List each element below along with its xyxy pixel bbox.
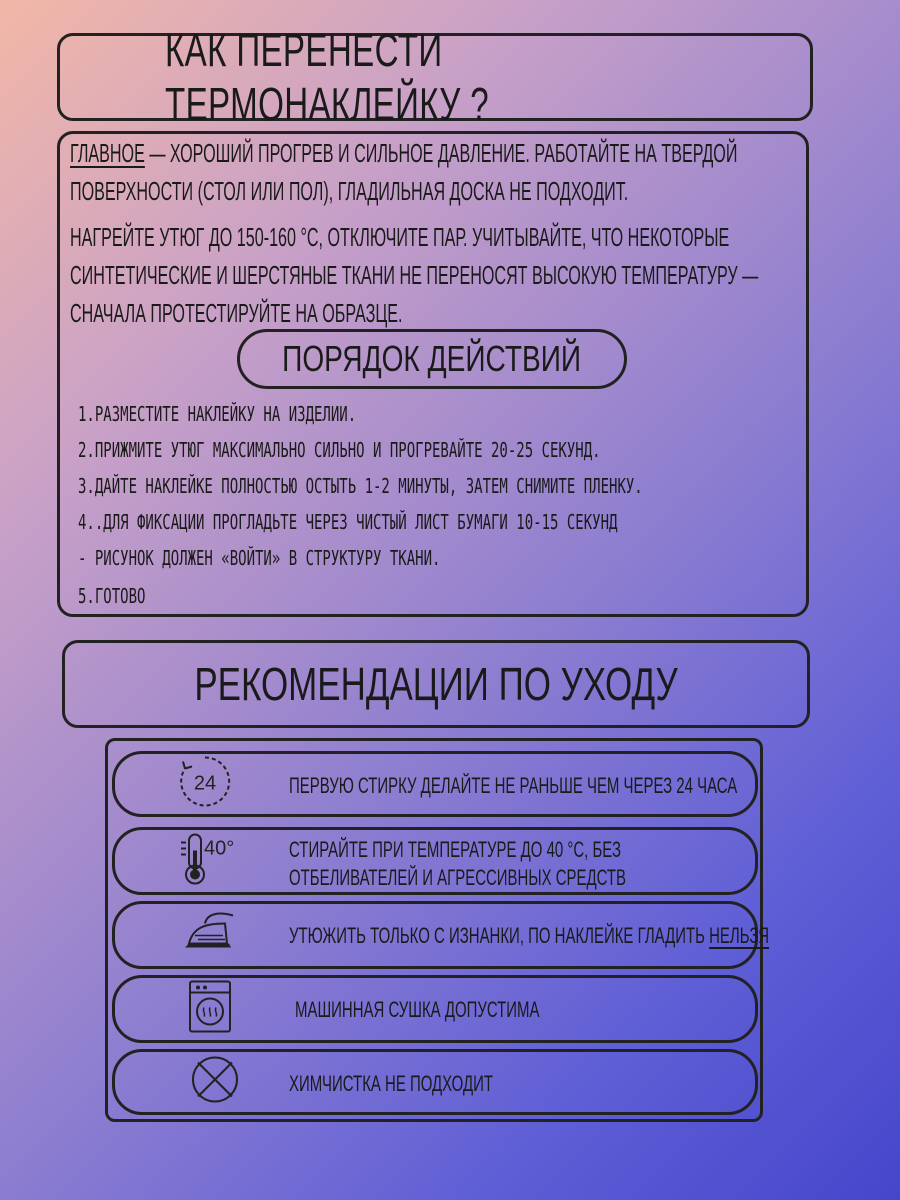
care-title-panel: [62, 640, 810, 728]
main-word: ГЛАВНОЕ: [70, 138, 145, 168]
thermometer-icon: [177, 829, 249, 894]
care-title: РЕКОМЕНДАЦИИ ПО УХОДУ: [194, 658, 678, 710]
24-hours-icon: [175, 752, 235, 817]
step-3: 3.ДАЙТЕ НАКЛЕЙКЕ ПОЛНОСТЬЮ ОСТЫТЬ 1-2 МИНУТЫ, ЗАТЕМ СНИМИТЕ ПЛЕНКУ.: [78, 474, 643, 498]
order-title: ПОРЯДОК ДЕЙСТВИЙ: [237, 329, 627, 389]
care-item-wash-temp: [112, 827, 758, 895]
intro-line-1: ГЛАВНОЕ — ХОРОШИЙ ПРОГРЕВ И СИЛЬНОЕ ДАВЛЕНИЕ. РАБОТАЙТЕ НА ТВЕРДОЙ: [70, 138, 738, 168]
iron-icon: [175, 908, 245, 963]
care-item-dry-cleaning: [112, 1049, 758, 1115]
care-panel: [105, 738, 770, 1122]
care-text-first-wash: ПЕРВУЮ СТИРКУ ДЕЛАЙТЕ НЕ РАНЬШЕ ЧЕМ ЧЕРЕЗ 24 ЧАСА: [289, 773, 738, 798]
step-2: 2.ПРИЖМИТЕ УТЮГ МАКСИМАЛЬНО СИЛЬНО И ПРОГРЕВАЙТЕ 20-25 СЕКУНД.: [78, 438, 601, 462]
washing-machine-icon: [187, 979, 233, 1040]
care-item-first-wash: [112, 751, 758, 817]
no-dry-cleaning-icon: [189, 1054, 241, 1111]
care-text-drying: МАШИННАЯ СУШКА ДОПУСТИМА: [295, 997, 540, 1022]
intro-line-5: СНАЧАЛА ПРОТЕСТИРУЙТЕ НА ОБРАЗЦЕ.: [70, 298, 403, 328]
instructions-panel: [57, 131, 809, 617]
intro-line-4: СИНТЕТИЧЕСКИЕ И ШЕРСТЯНЫЕ ТКАНИ НЕ ПЕРЕНОСЯТ ВЫСОКУЮ ТЕМПЕРАТУРУ —: [70, 260, 759, 290]
care-text-wash-temp: СТИРАЙТЕ ПРИ ТЕМПЕРАТУРЕ ДО 40 °С, БЕЗ ОТБЕЛИВАТЕЛЕЙ И АГРЕССИВНЫХ СРЕДСТВ: [289, 837, 627, 890]
page-title: КАК ПЕРЕНЕСТИ ТЕРМОНАКЛЕЙКУ ?: [165, 24, 490, 130]
ironing-emphasis: НЕЛЬЗЯ: [709, 923, 770, 948]
title-panel: [57, 24, 813, 130]
step-4-continued: - РИСУНОК ДОЛЖЕН «ВОЙТИ» В СТРУКТУРУ ТКАНИ.: [78, 546, 441, 570]
step-5: 5.ГОТОВО: [78, 584, 146, 608]
svg-text:40°: 40°: [204, 837, 235, 860]
step-4: 4..ДЛЯ ФИКСАЦИИ ПРОГЛАДЬТЕ ЧЕРЕЗ ЧИСТЫЙ ЛИСТ БУМАГИ 10-15 СЕКУНД: [78, 510, 618, 534]
care-text-ironing: УТЮЖИТЬ ТОЛЬКО С ИЗНАНКИ, ПО НАКЛЕЙКЕ ГЛАДИТЬ НЕЛЬЗЯ: [289, 923, 770, 948]
intro-line-2: ПОВЕРХНОСТИ (СТОЛ ИЛИ ПОЛ), ГЛАДИЛЬНАЯ ДОСКА НЕ ПОДХОДИТ.: [70, 176, 629, 206]
step-1: 1.РАЗМЕСТИТЕ НАКЛЕЙКУ НА ИЗДЕЛИИ.: [78, 402, 357, 426]
care-text-dry-cleaning: ХИМЧИСТКА НЕ ПОДХОДИТ: [289, 1071, 493, 1096]
care-item-ironing: [112, 901, 770, 969]
care-item-drying: [112, 975, 758, 1043]
intro-line-3: НАГРЕЙТЕ УТЮГ ДО 150-160 °С, ОТКЛЮЧИТЕ ПАР. УЧИТЫВАЙТЕ, ЧТО НЕКОТОРЫЕ: [70, 222, 730, 252]
svg-text:24: 24: [193, 772, 217, 795]
